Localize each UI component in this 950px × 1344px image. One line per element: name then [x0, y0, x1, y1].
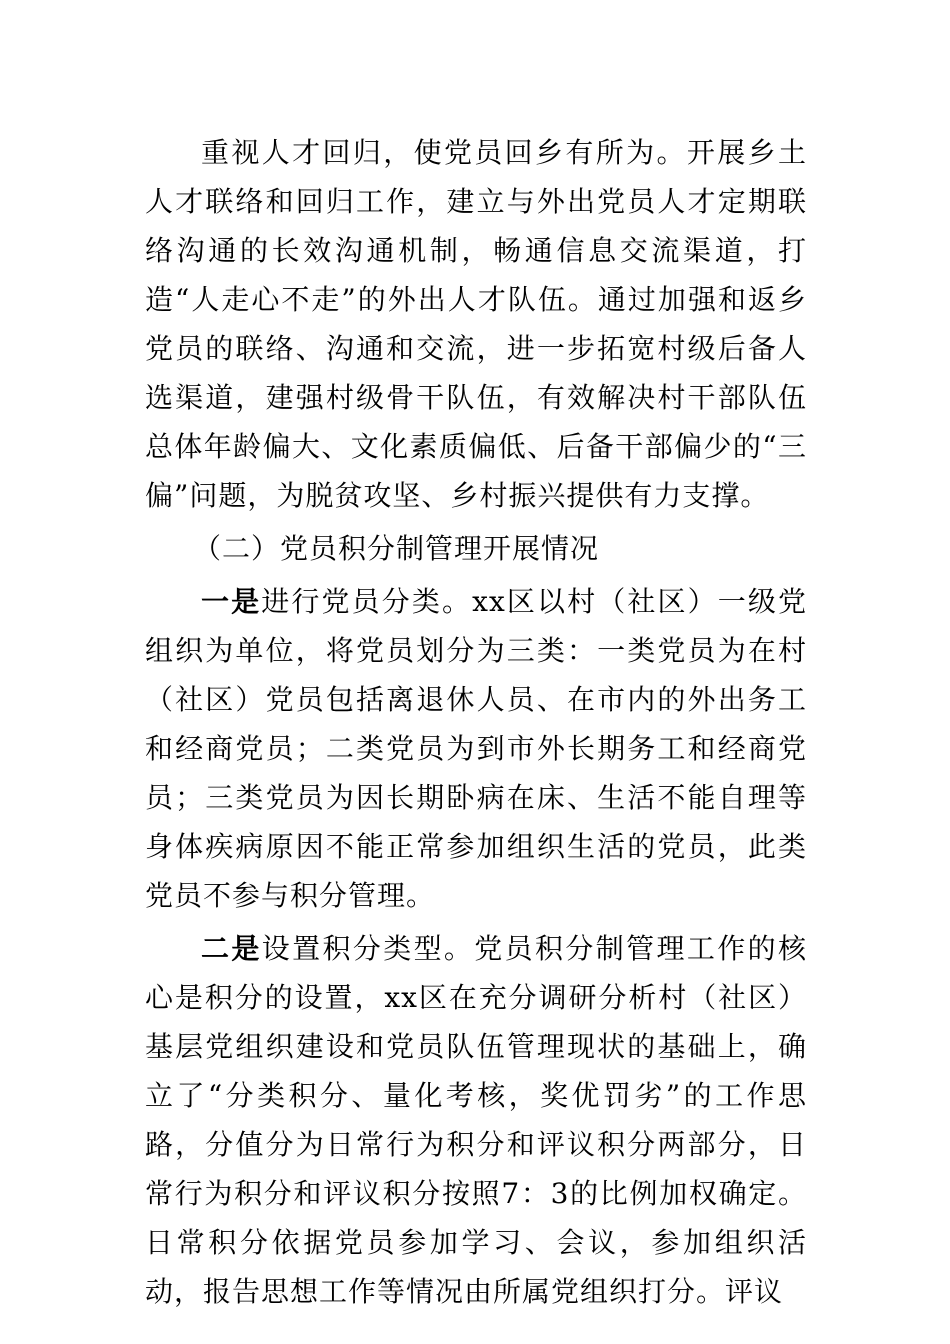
section-heading: （二）党员积分制管理开展情况: [193, 532, 600, 565]
document-body: [145, 128, 807, 1316]
paragraph-item-2: [145, 924, 807, 1316]
item-lead-1: 一是: [201, 585, 262, 618]
paragraph-talent-return: [145, 128, 807, 520]
item-text-2: 设置积分类型。党员积分制管理工作的核心是积分的设置，xx区在充分调研分析村（社区）基层党组织建设和党员队伍管理现状的基础上，确立了“分类积分、量化考核，奖优罚劣”的工作思路，分值分为日常行为积分和评议积分两部分，日常行为积分和评议积分按照7：3的比例加权确定。日常积分依据党员参加学习、会议，参加组织活动，报告思想工作等情况由所属党组织打分。评议: [145, 932, 807, 1308]
item-lead-2: 二是: [201, 932, 262, 965]
paragraph-text: 重视人才回归，使党员回乡有所为。开展乡土人才联络和回归工作，建立与外出党员人才定期联络沟通的长效沟通机制，畅通信息交流渠道，打造“人走心不走”的外出人才队伍。通过加强和返乡党员的联络、沟通和交流，进一步拓宽村级后备人选渠道，建强村级骨干队伍，有效解决村干部队伍总体年龄偏大、文化素质偏低、后备干部偏少的“三偏”问题，为脱贫攻坚、乡村振兴提供有力支撑。: [145, 136, 807, 512]
item-text-1: 进行党员分类。xx区以村（社区）一级党组织为单位，将党员划分为三类：一类党员为在村（社区）党员包括离退休人员、在市内的外出务工和经商党员；二类党员为到市外长期务工和经商党员；三类党员为因长期卧病在床、生活不能自理等身体疾病原因不能正常参加组织生活的党员，此类党员不参与积分管理。: [145, 585, 807, 912]
paragraph-item-1: [145, 577, 807, 920]
